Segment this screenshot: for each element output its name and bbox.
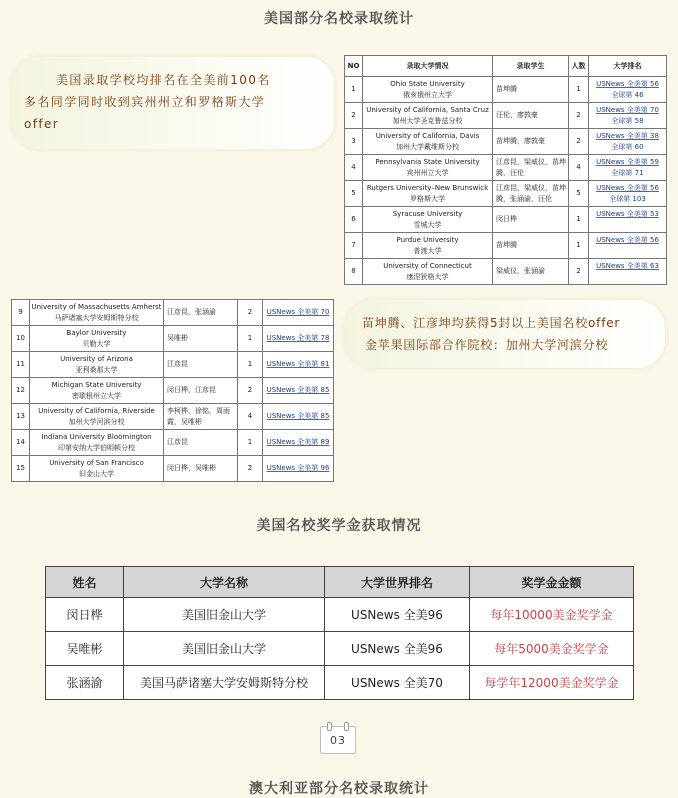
rank-global: 全球第 71: [611, 168, 644, 177]
university-name-cn: 密歇根州立大学: [72, 391, 121, 400]
student-count: 1: [238, 352, 263, 378]
student-count: 1: [569, 233, 589, 259]
student-count: 2: [569, 103, 589, 129]
table-row: [12, 456, 334, 482]
rank-usnews: USNews 全美第 85: [263, 404, 334, 430]
rank-global: 全球第 46: [611, 90, 644, 99]
student-count: 1: [569, 77, 589, 103]
student-count: 1: [238, 430, 263, 456]
university-name-cn: 康涅狄格大学: [406, 272, 449, 281]
university-name-cn: 宾州州立大学: [406, 168, 449, 177]
university-cell: [363, 129, 493, 155]
university-name-cn: 旧金山大学: [79, 469, 114, 478]
section-title-scholarships: 美国名校奖学金获取情况: [256, 518, 422, 534]
col-header-rank: 大学排名: [589, 56, 667, 77]
admitted-students: 江彦昆: [164, 352, 238, 378]
table-row: [345, 181, 667, 207]
rank-usnews: USNews 全美第 96: [263, 456, 334, 482]
admitted-students: 闵日桦，吴唯彬: [164, 456, 238, 482]
admission-table-bottom: [11, 299, 334, 482]
row-number: 10: [12, 326, 30, 352]
university-name-cn: 贝勒大学: [82, 339, 111, 348]
row-number: 7: [345, 233, 363, 259]
university-name-cn: 雪城大学: [413, 220, 442, 229]
calendar-ring-icon: [327, 722, 332, 731]
university-name-en: Purdue University: [396, 235, 459, 244]
rank-cell: [589, 129, 667, 155]
col-header-no: NO: [345, 56, 363, 77]
scholarship-amount: 每学年12000美金奖学金: [470, 666, 634, 700]
row-number: 4: [345, 155, 363, 181]
admitted-students: 江彦昆，张涵渝: [164, 300, 238, 326]
rank-usnews: USNews 全美第 63: [596, 261, 659, 270]
rank-cell: [589, 259, 667, 285]
university-name: 美国旧金山大学: [124, 632, 325, 666]
rank-global: [589, 272, 666, 283]
student-count: 1: [238, 326, 263, 352]
callout-offer-summary: [345, 300, 665, 368]
admission-table-top: [344, 55, 667, 285]
university-name-cn: 普渡大学: [413, 246, 442, 255]
student-name: 张涵渝: [46, 666, 124, 700]
row-number: 14: [12, 430, 30, 456]
university-name: 美国马萨诸塞大学安姆斯特分校: [124, 666, 325, 700]
admitted-students: 江彦昆: [164, 430, 238, 456]
col-header-university: 大学名称: [124, 567, 325, 598]
col-header-students: 录取学生: [493, 56, 569, 77]
col-header-count: 人数: [569, 56, 589, 77]
col-header-university: 录取大学情况: [363, 56, 493, 77]
university-name-en: Baylor University: [66, 328, 127, 337]
callout-rank-summary: [12, 57, 334, 149]
callout-line: 美国录取学校均排名在全美前100名: [56, 73, 271, 87]
university-name-en: University of California, Santa Cruz: [366, 105, 489, 114]
university-name-cn: 亚利桑那大学: [75, 365, 118, 374]
university-name-en: University of San Francisco: [49, 458, 144, 467]
university-name-en: University of California, Riverside: [38, 406, 155, 415]
rank-usnews: USNews 全美第 70: [263, 300, 334, 326]
university-cell: [30, 300, 164, 326]
calendar-ring-icon: [344, 722, 349, 731]
rank-global: 全球第 58: [611, 116, 644, 125]
row-number: 12: [12, 378, 30, 404]
row-number: 9: [12, 300, 30, 326]
university-name-cn: 马萨诸塞大学安姆斯特分校: [54, 313, 139, 322]
admitted-students: 李柯桦，徐铭，周雨霞，吴唯彬: [164, 404, 238, 430]
university-cell: [30, 326, 164, 352]
row-number: 2: [345, 103, 363, 129]
university-name-en: Michigan State University: [51, 380, 142, 389]
rank-usnews: USNews 全美第 81: [263, 352, 334, 378]
student-count: 2: [238, 378, 263, 404]
rank-usnews: USNews 全美第 70: [596, 105, 659, 114]
admitted-students: 苗坤腾，廖敦豪: [493, 129, 569, 155]
admitted-students: 梁威仪，张涵渝: [493, 259, 569, 285]
university-name-en: Ohio State University: [390, 79, 465, 88]
table-row: [12, 404, 334, 430]
callout-line: offer: [24, 117, 60, 131]
university-name-en: University of Massachusetts Amherst: [31, 302, 162, 311]
university-name-cn: 加州大学圣克鲁兹分校: [392, 116, 463, 125]
calendar-badge: [320, 722, 356, 752]
admitted-students: 吴唯彬: [164, 326, 238, 352]
university-name-en: Pennsylvania State University: [375, 157, 480, 166]
student-count: 4: [238, 404, 263, 430]
rank-usnews: USNews 全美第 78: [263, 326, 334, 352]
row-number: 15: [12, 456, 30, 482]
admitted-students: 苗坤腾: [493, 77, 569, 103]
university-cell: [363, 77, 493, 103]
admitted-students: 苗坤腾: [493, 233, 569, 259]
row-number: 5: [345, 181, 363, 207]
university-name-en: University of Connecticut: [383, 261, 472, 270]
university-name: 美国旧金山大学: [124, 598, 325, 632]
callout-line: 多名同学同时收到宾州州立和罗格斯大学: [24, 95, 266, 109]
rank-usnews: USNews 全美第 53: [596, 209, 659, 218]
rank-cell: [589, 77, 667, 103]
university-name-en: University of California, Davis: [375, 131, 480, 140]
rank-usnews: USNews 全美第 56: [596, 79, 659, 88]
student-count: 5: [569, 181, 589, 207]
university-rank: USNews 全美96: [325, 632, 470, 666]
student-count: 4: [569, 155, 589, 181]
rank-cell: [589, 103, 667, 129]
table-row: [12, 300, 334, 326]
university-name-cn: 加州大学河滨分校: [68, 417, 125, 426]
table-row: [46, 598, 634, 632]
rank-global: [589, 220, 666, 231]
university-cell: [363, 233, 493, 259]
university-name-cn: 加州大学戴维斯分校: [396, 142, 459, 151]
admitted-students: 江彦昆，梁威仪，苗坤腾，汪伦: [493, 155, 569, 181]
table-row: [345, 155, 667, 181]
row-number: 6: [345, 207, 363, 233]
row-number: 3: [345, 129, 363, 155]
university-cell: [30, 352, 164, 378]
university-cell: [363, 259, 493, 285]
university-name-en: Syracuse University: [392, 209, 463, 218]
rank-usnews: USNews 全美第 56: [596, 235, 659, 244]
col-header-amount: 奖学金金额: [470, 567, 634, 598]
rank-global: 全球第 60: [611, 142, 644, 151]
university-name-cn: 罗格斯大学: [410, 194, 445, 203]
rank-usnews: USNews 全美第 85: [263, 378, 334, 404]
callout-line: 苗坤腾、江彦坤均获得5封以上美国名校offer: [362, 316, 621, 330]
table-row: [345, 129, 667, 155]
university-name-cn: 印第安纳大学伯明顿分校: [58, 443, 135, 452]
rank-cell: [589, 233, 667, 259]
university-cell: [30, 404, 164, 430]
section-title-australia-admissions: 澳大利亚部分名校录取统计: [249, 781, 429, 797]
admitted-students: 闵日桦，江彦昆: [164, 378, 238, 404]
table-row: [12, 378, 334, 404]
scholarship-amount: 每年10000美金奖学金: [470, 598, 634, 632]
university-name-en: Indiana University Bloomington: [41, 432, 152, 441]
rank-usnews: USNews 全美第 89: [263, 430, 334, 456]
table-row: [345, 77, 667, 103]
row-number: 13: [12, 404, 30, 430]
rank-global: 全球第 103: [609, 194, 646, 203]
university-cell: [363, 181, 493, 207]
student-count: 2: [569, 129, 589, 155]
university-name-en: Rutgers University–New Brunswick: [366, 183, 489, 192]
student-name: 吴唯彬: [46, 632, 124, 666]
table-row: [345, 207, 667, 233]
admitted-students: 汪伦，廖敦豪: [493, 103, 569, 129]
table-row: [12, 430, 334, 456]
table-row: [345, 103, 667, 129]
rank-usnews: USNews 全美第 56: [596, 183, 659, 192]
rank-cell: [589, 207, 667, 233]
row-number: 1: [345, 77, 363, 103]
student-count: 1: [569, 207, 589, 233]
rank-usnews: USNews 全美第 38: [596, 131, 659, 140]
table-row: [46, 666, 634, 700]
university-rank: USNews 全美70: [325, 666, 470, 700]
university-rank: USNews 全美96: [325, 598, 470, 632]
row-number: 11: [12, 352, 30, 378]
student-count: 2: [238, 456, 263, 482]
section-number: 03: [320, 726, 356, 754]
university-name-en: University of Arizona: [60, 354, 133, 363]
university-cell: [363, 207, 493, 233]
student-name: 闵日桦: [46, 598, 124, 632]
row-number: 8: [345, 259, 363, 285]
rank-cell: [589, 181, 667, 207]
col-header-name: 姓名: [46, 567, 124, 598]
table-row: [12, 352, 334, 378]
table-row: [46, 632, 634, 666]
university-cell: [363, 103, 493, 129]
student-count: 2: [569, 259, 589, 285]
callout-line: 金苹果国际部合作院校：加州大学河滨分校: [365, 338, 609, 352]
rank-global: [589, 246, 666, 257]
scholarship-amount: 每年5000美金奖学金: [470, 632, 634, 666]
scholarship-table: [45, 566, 634, 700]
university-cell: [30, 430, 164, 456]
table-row: [345, 233, 667, 259]
rank-usnews: USNews 全美第 59: [596, 157, 659, 166]
section-title-us-admissions: 美国部分名校录取统计: [264, 11, 414, 27]
university-cell: [30, 456, 164, 482]
col-header-world-rank: 大学世界排名: [325, 567, 470, 598]
university-name-cn: 俄亥俄州立大学: [403, 90, 452, 99]
student-count: 2: [238, 300, 263, 326]
rank-cell: [589, 155, 667, 181]
university-cell: [30, 378, 164, 404]
university-cell: [363, 155, 493, 181]
admitted-students: 闵日桦: [493, 207, 569, 233]
admitted-students: 江彦昆，梁威仪，苗坤腾，张涵渝，汪伦: [493, 181, 569, 207]
table-row: [12, 326, 334, 352]
table-row: [345, 259, 667, 285]
